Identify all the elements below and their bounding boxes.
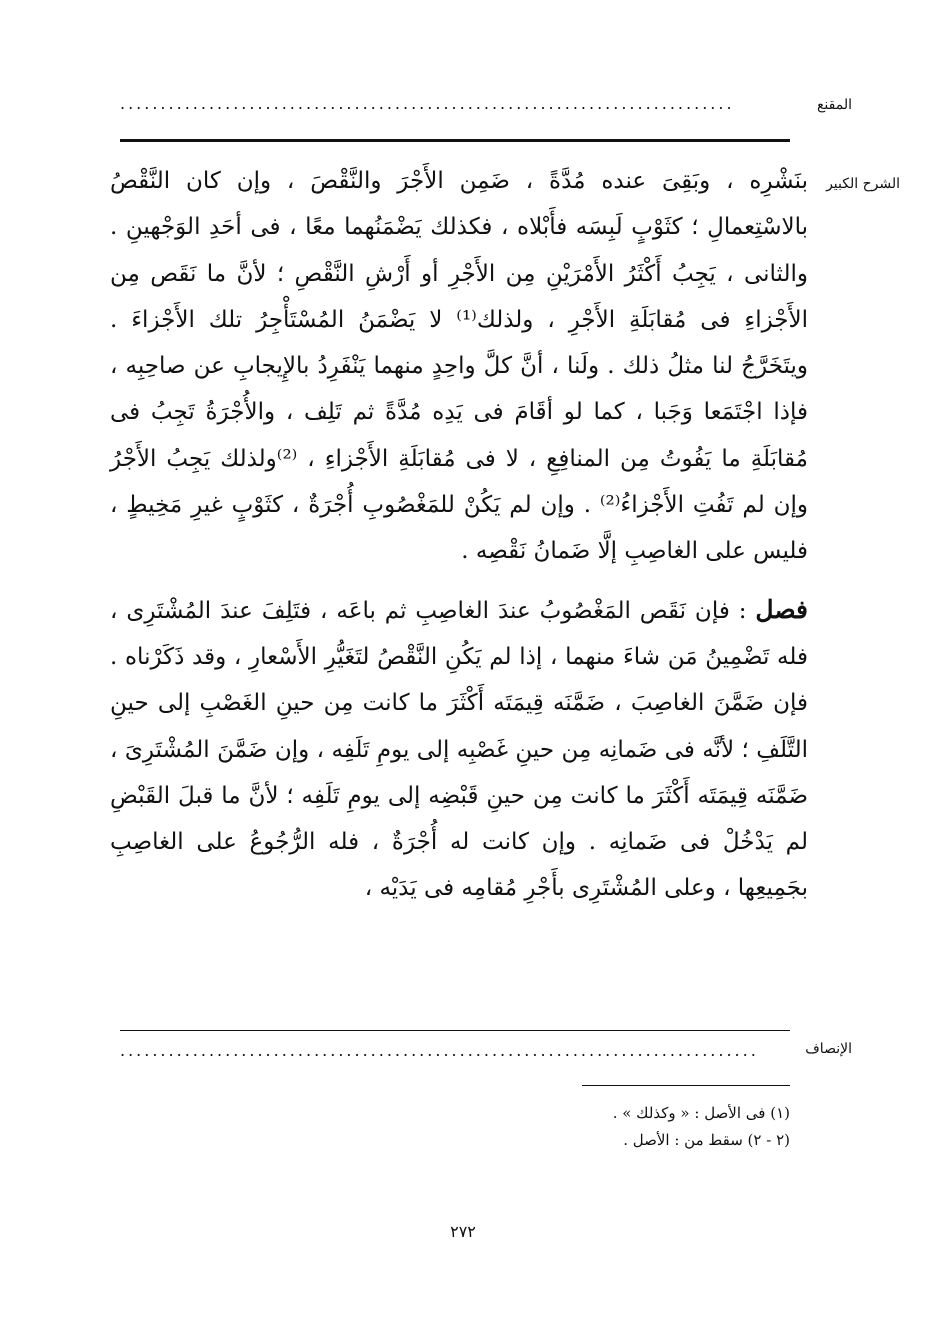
main-text — [110, 158, 808, 912]
paragraph-2 — [110, 587, 808, 912]
footnote-1: (١) فى الأصل : « وكذلك » . — [612, 1104, 790, 1122]
footnote-rule — [582, 1085, 790, 1086]
running-header-title: المقنع — [816, 97, 852, 113]
header-rule — [120, 139, 790, 142]
paragraph-2-text: : فإن نَقَص المَغْصُوبُ عندَ الغاصِبِ ثم باعَه ، فتَلِفَ عندَ المُشْتَرِى ، فله تَضْمِينُ مَن شاءَ منهما ، إذا لم يَكُنِ النَّقْصُ لتَغَيُّرِ الأَسْعارِ ، وقد ذَكَرْناه . فإن ضَمَّنَ الغاصِبَ ، ضَمَّنَه قِيمَتَه أَكْثَرَ ما كانت مِن حينِ الغَصْبِ إلى حينِ التَّلَفِ ؛ لأنَّه فى ضَمانِه مِن حينِ غَصْبِه إلى يومِ تَلَفِه ، وإن ضَمَّنَ المُشْتَرِىَ ، ضَمَّنَه قِيمَتَه أَكْثَرَ ما كانت مِن حينِ قَبْضِه إلى يومِ تَلَفِه ؛ لأنَّ ما قبلَ القَبْضِ لم يَدْخُلْ فى ضَمانِه . وإن كانت له أُجْرَةٌ ، فله الرُّجُوعُ على الغاصِبِ بجَمِيعِها ، وعلى المُشْتَرِى بأَجْرِ مُقامِه فى يَدَيْه ، — [110, 597, 808, 902]
commentary-margin-label: الشرح الكبير — [826, 176, 900, 192]
footer-rule — [120, 1030, 790, 1031]
fasl-heading: فصل — [755, 594, 808, 624]
running-header-dots: ............................................................................ — [120, 98, 735, 110]
page-number: ٢٧٢ — [450, 1222, 476, 1241]
paragraph-1: بنَشْرِه ، وبَقِىَ عنده مُدَّةً ، ضَمِن الأَجْرَ والنَّقْصَ ، وإن كان النَّقْصُ بالاسْتِعمالِ ؛ كثَوْبٍ لَبِسَه فأَبْلاه ، فكذلك يَضْمَنُهما معًا ، فى أحَدِ الوَجْهينِ . والثانى ، يَجِبُ أَكْثَرُ الأَمْرَيْنِ مِن الأَجْرِ أو أَرْشِ النَّقْصِ ؛ لأنَّ ما نَقَص مِن الأَجْزاءِ فى مُقابَلَةِ الأَجْرِ ، ولذلك⁽¹⁾ لا يَضْمَنُ المُسْتَأْجِرُ تلك الأَجْزاءَ . ويتَخَرَّجُ لنا مثلُ ذلك . ولَنا ، أنَّ كلَّ واحِدٍ منهما يَنْفَرِدُ بالإِيجابِ عن صاحِبِه ، فإذا اجْتَمَعا وَجَبا ، كما لو أقَامَ فى يَدِه مُدَّةً ثم تَلِف ، والأُجْرَةُ تَجِبُ فى مُقابَلَةِ ما يَفُوتُ مِن المنافِعِ ، لا فى مُقابَلَةِ الأَجْزاءِ ، ⁽²⁾ولذلك يَجِبُ الأَجْرُ وإن لم تَفُتِ الأَجْزاءُ⁽²⁾ . وإن لم يَكُنْ للمَغْصُوبِ أُجْرَةٌ ، كثَوْبٍ غيرِ مَخِيطٍ ، فليس على الغاصِبِ إلَّا ضَمانُ نَقْصِه . — [110, 168, 809, 565]
insaf-dots: ............................................................................... — [120, 1045, 759, 1057]
insaf-margin-label: الإنصاف — [805, 1041, 852, 1057]
footnote-2: (٢ - ٢) سقط من : الأصل . — [623, 1131, 790, 1149]
footnotes — [300, 1100, 790, 1154]
